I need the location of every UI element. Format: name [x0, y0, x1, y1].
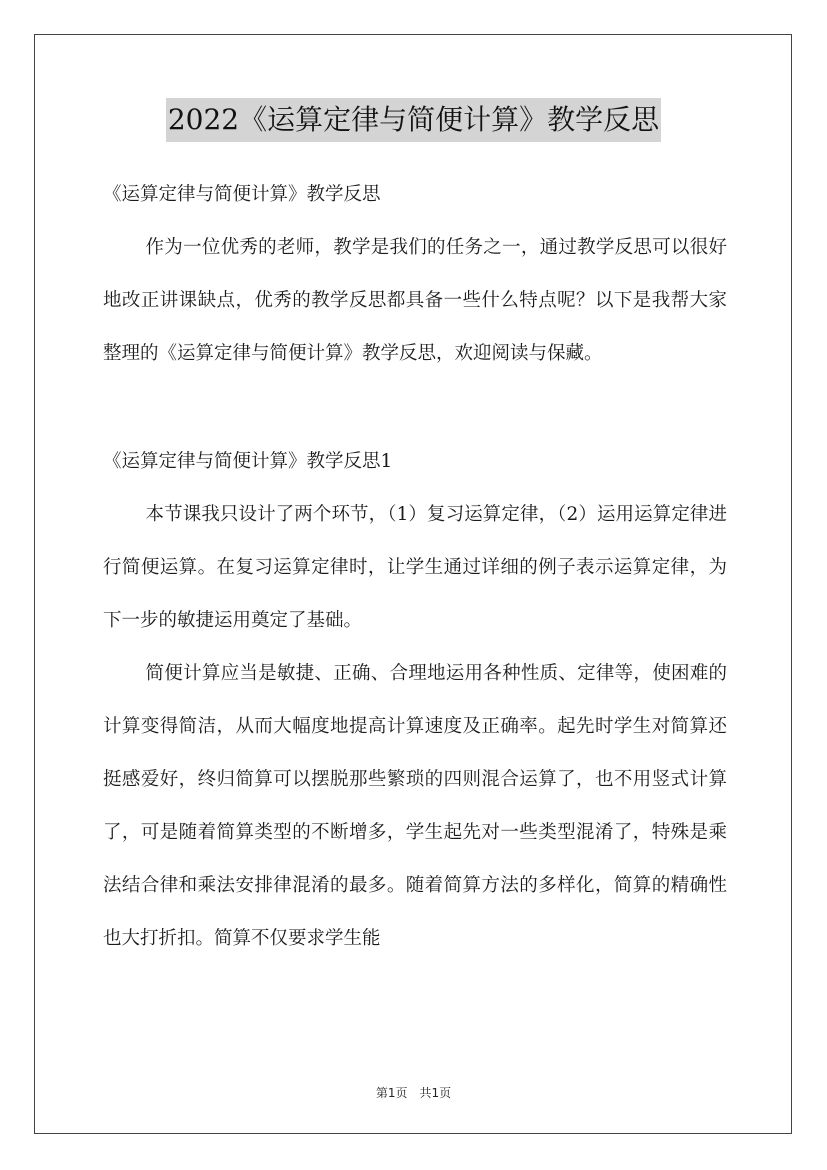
document-title: 2022《运算定律与简便计算》教学反思 — [166, 98, 661, 142]
subheading: 《运算定律与简便计算》教学反思 — [103, 184, 381, 205]
section-heading: 《运算定律与简便计算》教学反思1 — [103, 451, 393, 472]
page-total: 共1页 — [419, 1086, 452, 1100]
document-body — [103, 168, 727, 965]
page-number: 第1页 — [375, 1086, 408, 1100]
section-paragraph-2: 简便计算应当是敏捷、正确、合理地运用各种性质、定律等，使困难的计算变得简洁，从而大幅度地提高计算速度及正确率。起先时学生对简算还挺感爱好，终归简算可以摆脱那些繁琐的四则混合运算了，也不用竖式计算了，可是随着简算类型的不断增多，学生起先对一些类型混淆了，特殊是乘法结合律和乘法安排律混淆的最多。随着简算方法的多样化，简算的精确性也大打折扣。简算不仅要求学生能 — [103, 663, 727, 949]
title-container — [0, 98, 827, 142]
section-paragraph-1: 本节课我只设计了两个环节，（1）复习运算定律，（2）运用运算定律进行简便运算。在复习运算定律时，让学生通过详细的例子表示运算定律，为下一步的敏捷运用奠定了基础。 — [103, 504, 727, 631]
page-footer — [0, 1084, 827, 1101]
intro-paragraph: 作为一位优秀的老师，教学是我们的任务之一，通过教学反思可以很好地改正讲课缺点，优秀的教学反思都具备一些什么特点呢？以下是我帮大家整理的《运算定律与简便计算》教学反思，欢迎阅读与保藏。 — [103, 237, 727, 364]
section-spacer — [103, 380, 727, 435]
